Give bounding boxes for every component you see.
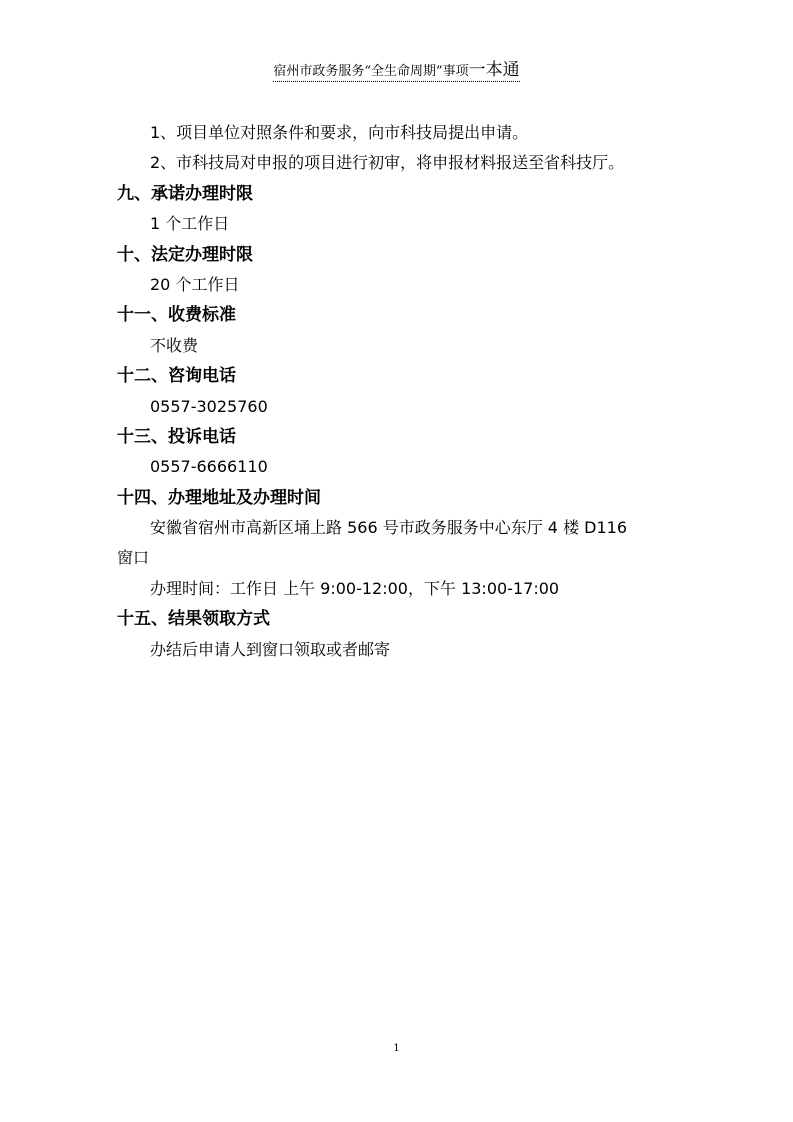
section-9-heading: 九、承诺办理时限 [117, 183, 253, 204]
section-14-address-line-1: 安徽省宿州市高新区埇上路 566 号市政务服务中心东厅 4 楼 D116 [150, 518, 628, 538]
page-number: 1 [393, 1043, 400, 1054]
header-title-prefix: 宿州市政务服务“全生命周期”事项 [273, 64, 469, 79]
section-14-address-line-2: 窗口 [117, 548, 150, 568]
section-13-content: 0557-6666110 [150, 457, 268, 477]
header-title-suffix: 一本通 [468, 60, 520, 80]
step-2-text: 2、市科技局对申报的项目进行初审，将申报材料报送至省科技厅。 [150, 153, 625, 173]
section-11-content: 不收费 [150, 335, 199, 355]
section-10-content: 20 个工作日 [150, 274, 240, 294]
section-9-content: 1 个工作日 [150, 214, 230, 234]
section-12-heading: 十二、咨询电话 [117, 366, 236, 387]
section-15-heading: 十五、结果领取方式 [117, 609, 270, 630]
header-title [273, 60, 520, 82]
section-14-hours: 办理时间：工作日 上午 9:00-12:00，下午 13:00-17:00 [150, 578, 560, 598]
section-13-heading: 十三、投诉电话 [117, 426, 236, 447]
step-1-text: 1、项目单位对照条件和要求，向市科技局提出申请。 [150, 123, 529, 142]
section-10-heading: 十、法定办理时限 [117, 244, 253, 265]
section-11-heading: 十一、收费标准 [117, 305, 236, 326]
section-15-content: 办结后申请人到窗口领取或者邮寄 [150, 639, 391, 659]
section-14-heading: 十四、办理地址及办理时间 [117, 487, 321, 508]
document-body [117, 118, 692, 665]
page-header [0, 60, 793, 82]
section-12-content: 0557-3025760 [150, 396, 268, 416]
